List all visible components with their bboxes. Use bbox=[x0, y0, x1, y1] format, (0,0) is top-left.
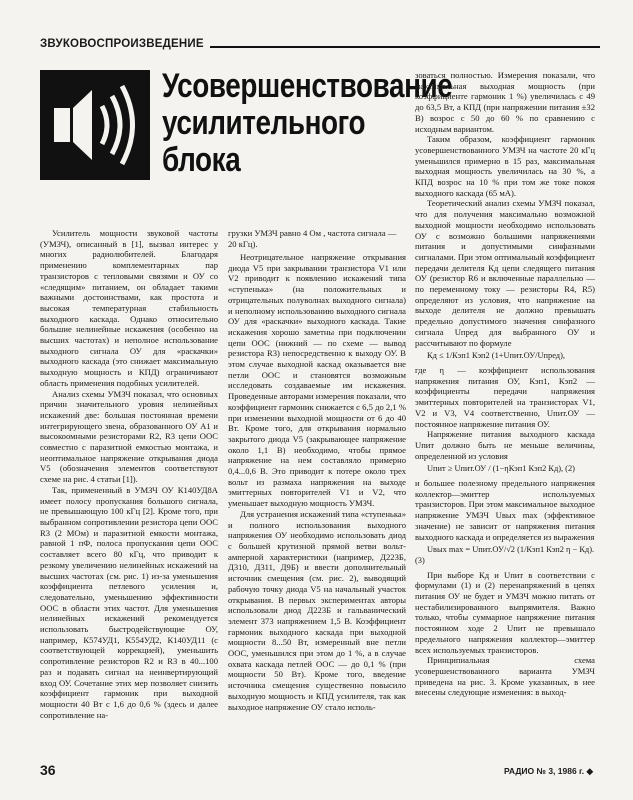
text-column-3 bbox=[415, 70, 595, 698]
paragraph: Принципиальная схема усовершенствованного варианта УМЗЧ приведена на рис. 3. Кроме указанных, в нее внесены следующие изменения: в выход- bbox=[415, 655, 595, 698]
formula-2: Uпит ≥ Uпит.ОУ / (1−ηКэп1 Кэп2 Кд), (2) bbox=[427, 464, 575, 474]
formula-3: Uвых max = Uпит.ОУ/√2 (1/Кэп1 Кэп2 η − Кд). (3) bbox=[415, 545, 595, 565]
paragraph: При выборе Кд и Uпит в соответствии с формулами (1) и (2) перенапряжений в цепях питания ОУ не будет и УМЗЧ можно питать от нестабилизированного выпрямителя. Важно только, чтобы суммарное напряжение питания постоянном ходе 2 Uпит не превышало предельного напряжения коллектор—эмиттер всех используемых транзисторов. bbox=[415, 569, 595, 655]
paragraph: зоваться полностью. Измерения показали, что максимальная выходная мощность (при коэффициенте гармоник 1 %) увеличилась с 49 до 63,5 Вт, а КПД (при напряжении питания ±32 В) возрос с 50 до 60 % по сравнению с исходным вариантом. bbox=[415, 70, 595, 134]
section-title: ЗВУКОВОСПРОИЗВЕДЕНИЕ bbox=[40, 38, 210, 50]
paragraph: Усилитель мощности звуковой частоты (УМЗЧ), описанный в [1], вызвал интерес у многих радиолюбителей. Благодаря применению комплементарных пар транзисторов с тепловыми связями и ОУ со «следящим» питанием, он обладает такими важными достоинствами, как простота и высокая температурная стабильность выходного каскада. Однако относительно большие нелинейные искажения (особенно на высших частотах) и неполное использование выходного сигнала ОУ для «раскачки» выходного каскада (это снижает максимальную выходную мощность и КПД) ограничивают область применения подобных усилителей. bbox=[40, 228, 218, 388]
paragraph: Неотрицательное напряжение открывания диода V5 при закрывании транзистора V1 или V2 приводит к появлению искажений типа «ступенька» (на положительных и отрицательных полуволнах выходного сигнала) и неполному использованию выходного сигнала ОУ для «раскачки» выходного каскада. Такие искажения хорошо заметны при подключении цепи ООС (нижний — по схеме — вывод резистора R3) непосредственно к выходу ОУ. В этом случае выходной каскад оказывается вне петли ООС и становятся возможным исследовать создаваемые им искажения. Проведенные авторами измерения показали, что коэффициент гармоник снижается с 6,5 до 2,1 % при изменении выходной мощности от 6 до 40 Вт. Кроме того, для открывания нормально закрытого диода V5 (закрывающее напряжение около 1,1 В) необходимо, чтобы прямое напряжение на нем составляло примерно 0,4...0,6 В. Это приводит к потере около трех вольт из размаха напряжения на выходе эмиттерных повторителей V1 и V2, что уменьшает выходную мощность УМЗЧ. bbox=[228, 252, 406, 509]
paragraph: и большее полезному предельного напряжения коллектор—эмиттер используемых транзисторов. При этом максимальное выходное напряжение УМЗЧ Uвых max (эффективное значение) не зависит от напряжения питания выходного каскада и определяется из выражения bbox=[415, 478, 595, 542]
article-title bbox=[162, 67, 453, 179]
speaker-icon bbox=[40, 70, 150, 180]
paragraph: Так, примененный в УМЗЧ ОУ К140УД8А имеет полосу пропускания большого сигнала, не превышающую 100 кГц [2]. Кроме того, при выбранном сопротивлении резистора цепи ООС R3 (2 МОм) и паразитной емкости монтажа, равной 1 пФ, полоса пропускания цепи ООС составляет всего 80 кГц, что приводит к резкому увеличению нелинейных искажений на высших частотах (см. рис. 1) из-за уменьшения коэффициента петлевого усиления и, следовательно, уменьшению эффективности ООС в области этих частот. Для уменьшения нелинейных искажений рекомендуется использовать быстродействующие ОУ, например, К574УД1, К554УД2, К140УД11 (с соответствующей коррекцией), уменьшить сопротивление резисторов R2 и R3 в 40...100 раз и подавать сигнал на неинвертирующий вход ОУ. Сочетание этих мер позволяет снизить коэффициент гармоник при выходной мощности 40 Вт с 1,6 до 0,6 % (здесь и далее сопротивление на- bbox=[40, 484, 218, 720]
paragraph: Теоретический анализ схемы УМЗЧ показал, что для получения максимально возможной выходной мощности необходимо использовать ОУ с возможно большими напряжениями питания и допустимыми синфазными сигналами. При этом оптимальный коэффициент передачи делителя Кд цепи следящего питания ОУ (резистор R6 и включенные параллельно — по переменному току — резисторы R4, R5) определяют из условия, что напряжение на выходе делителя не должно превышать предельно допустимого значения синфазного сигнала Uпред для выбранного ОУ и рассчитывают по формуле bbox=[415, 198, 595, 348]
page-number: 36 bbox=[40, 762, 56, 778]
text-column-1 bbox=[40, 228, 218, 720]
text-column-2 bbox=[228, 252, 406, 712]
magazine-issue: РАДИО № 3, 1986 г. ◆ bbox=[503, 766, 593, 776]
section-header bbox=[40, 38, 600, 56]
column-2-continuation: грузки УМЗЧ равно 4 Ом , частота сигнала — 20 кГц). bbox=[228, 228, 397, 249]
paragraph: Для устранения искажений типа «ступенька» и полного использования выходного напряжения ОУ необходимо использовать диод с большей крутизной прямой ветви вольт-амперной характеристики (например, Д223Б, Д310, Д311, Д9Б) и ввести дополнительный источник смещения (см. рис. 2), выводящий рабочую точку диода V5 на начальный участок открывания. В первых экспериментах авторы использовали диод Д223Б и гальванический элемент 373 напряжением 1,5 В. Коэффициент гармоник выходного каскада при выходной мощности 8...50 Вт, измеренный вне петли ООС, уменьшился при этом до 1 %, а в случае охвата каскада петлей ООС — до 0,1 % (при мощности 50 Вт). Кроме того, введение источника смещения существенно повысило выходную мощность и КПД усилителя, так как выходное напряжение ОУ стало исполь- bbox=[228, 508, 406, 712]
title-line-2: усилительного bbox=[162, 104, 366, 142]
formula-1: Кд ≤ 1/Кэп1 Кэп2 (1+Uпит.ОУ/Uпред), bbox=[427, 351, 565, 361]
title-line-3: блока bbox=[162, 141, 241, 179]
paragraph: Таким образом, коэффициент гармоник усовершенствованного УМЗЧ на частоте 20 кГц уменьшился примерно в 15 раз, максимальная выходная мощность увеличилась на 30 %, а КПД возрос на 10 % при том же токе покоя выходного каскада (65 мА). bbox=[415, 134, 595, 198]
paragraph: Анализ схемы УМЗЧ показал, что основных причин значительного уровня нелинейных искажений две: большая постоянная времени интегрирующего звена, образованного ОУ А1 и высокоомными резисторами R2, R3 цепи ООС совместно с паразитной емкостью монтажа, и неоптимальное напряжение открывания диода V5 (обозначения элементов соответствуют схеме на рис. 4 статьи [1]). bbox=[40, 388, 218, 485]
paragraph: Напряжение питания выходного каскада Uпит должно быть не меньше величины, определенной из условия bbox=[415, 429, 595, 461]
title-line-1: Усовершенствование bbox=[162, 67, 453, 105]
paragraph: где η — коэффициент использования напряжения питания ОУ, Кэп1, Кэп2 — коэффициенты передачи напряжения эмиттерных повторителей на транзисторах V1, V2 и V3, V4 соответственно, Uпит.ОУ — постоянное напряжение питания ОУ. bbox=[415, 364, 595, 429]
